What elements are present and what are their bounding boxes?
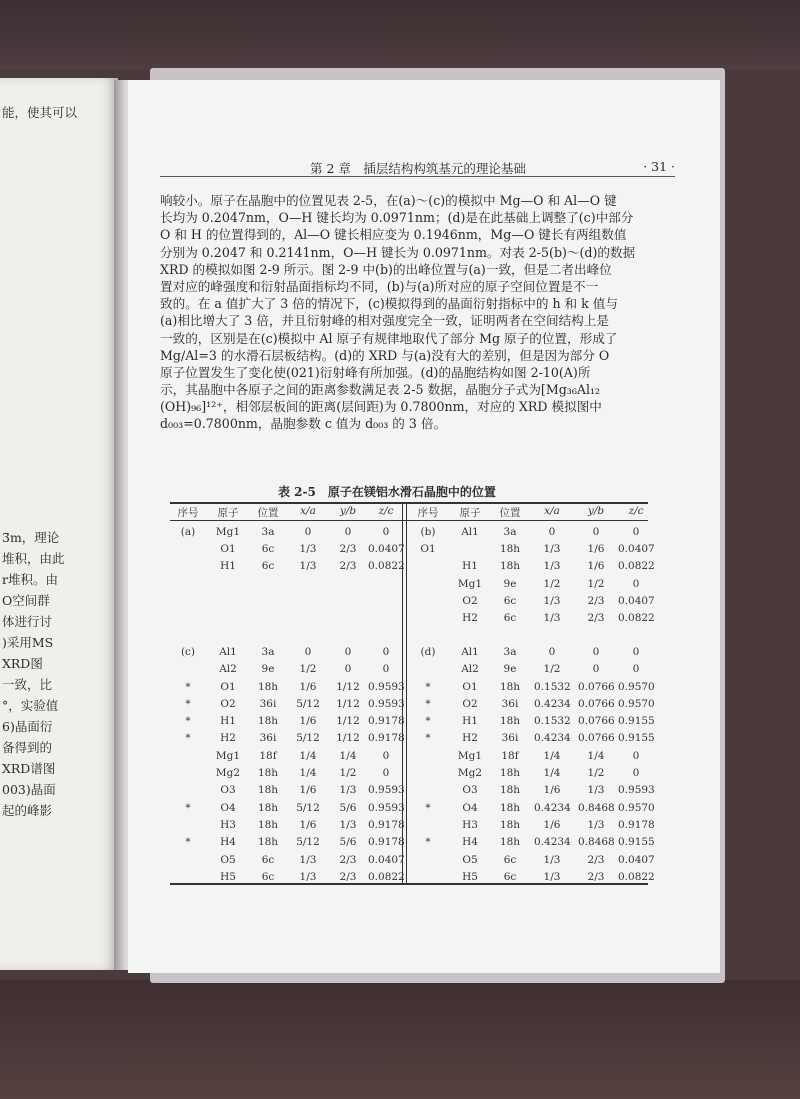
table-cell: 序号 xyxy=(417,507,439,519)
table-cell: 6c xyxy=(503,854,517,866)
table-cell: 36i xyxy=(259,732,277,744)
table-cell: 1/3 xyxy=(587,819,605,831)
table-cell: * xyxy=(425,732,431,744)
table-cell: 1/2 xyxy=(339,767,357,779)
table-cell: * xyxy=(185,802,191,814)
table-cell: 0.1532 xyxy=(534,715,571,727)
table-cell: 1/3 xyxy=(543,854,561,866)
table-cell: 1/6 xyxy=(299,819,317,831)
table-cell: 36i xyxy=(501,698,519,710)
paragraph-line: (a)相比增大了 3 倍，并且衍射峰的相对强度完全一致，证明两者在空间结构上是 xyxy=(160,313,609,329)
table-cell: Mg2 xyxy=(215,767,241,779)
paragraph-line: XRD 的模拟如图 2-9 所示。图 2-9 中(b)的出峰位置与(a)一致，但是二者出峰位 xyxy=(160,261,612,277)
table-cell: * xyxy=(425,698,431,710)
table-cell: 0.9593 xyxy=(368,698,405,710)
table-cell: 6c xyxy=(261,854,275,866)
table-cell: 5/12 xyxy=(296,802,320,814)
table-cell: O1 xyxy=(220,681,236,693)
paragraph-line: 分别为 0.2047 和 0.2141nm，O—H 键长为 0.0971nm。对表 2-5(b)～(d)的数据 xyxy=(160,244,636,260)
table-cell: O2 xyxy=(462,698,478,710)
table-cell: Al1 xyxy=(219,646,237,658)
table-cell: H2 xyxy=(462,732,478,744)
table-cell: 0 xyxy=(382,663,390,675)
table-header-rule xyxy=(170,520,648,521)
table-cell: * xyxy=(185,732,191,744)
table-cell: 1/2 xyxy=(587,578,605,590)
table-cell: 18h xyxy=(257,836,279,848)
table-cell: 9e xyxy=(503,663,517,675)
table-cell: 1/4 xyxy=(587,750,605,762)
atom-position-table xyxy=(170,502,655,885)
left-page-text-fragment: 体进行讨 xyxy=(2,614,53,629)
paragraph-line: 置对应的峰强度和衍射晶面指标均不同，(b)与(a)所对应的原子空间位置是不一 xyxy=(160,278,599,294)
table-cell: 3a xyxy=(503,646,517,658)
table-cell: 18h xyxy=(257,819,279,831)
table-cell: 36i xyxy=(259,698,277,710)
table-cell: H5 xyxy=(220,871,236,883)
table-cell: 0.0822 xyxy=(618,612,655,624)
table-cell: 0.9178 xyxy=(368,732,405,744)
body-paragraph xyxy=(160,192,680,433)
table-cell: 0.0822 xyxy=(618,871,655,883)
table-caption: 表 2-5 原子在镁铝水滑石晶胞中的位置 xyxy=(278,485,496,499)
table-cell: 1/6 xyxy=(299,784,317,796)
table-cell: H1 xyxy=(462,715,478,727)
table-cell: Al2 xyxy=(219,663,237,675)
table-cell: * xyxy=(185,836,191,848)
table-header-cell: z/c xyxy=(628,505,644,517)
left-page-text-fragment: 堆积，由此 xyxy=(2,551,65,566)
table-cell: 1/6 xyxy=(543,819,561,831)
table-cell: 0 xyxy=(344,646,352,658)
table-cell: 0.9155 xyxy=(618,836,655,848)
table-cell: H1 xyxy=(220,560,236,572)
table-cell: 0.0822 xyxy=(618,560,655,572)
table-bottom-rule xyxy=(170,883,648,885)
table-cell: 0 xyxy=(304,526,312,538)
table-cell: 1/6 xyxy=(543,784,561,796)
table-cell: 1/3 xyxy=(339,784,357,796)
table-cell: 0.9178 xyxy=(368,715,405,727)
table-cell: (a) xyxy=(180,526,196,538)
table-cell: H1 xyxy=(220,715,236,727)
left-page-text-fragment: XRD谱图 xyxy=(2,761,56,776)
paragraph-line: 一致的，区别是在(c)模拟中 Al 原子有规律地取代了部分 Mg 原子的位置，形成了 xyxy=(160,330,618,346)
table-cell: 0.0407 xyxy=(368,543,405,555)
table-cell: 9e xyxy=(503,578,517,590)
table-cell: 0.9178 xyxy=(618,819,655,831)
table-cell: 1/12 xyxy=(336,698,360,710)
table-cell: 0.0766 xyxy=(578,715,615,727)
table-cell: 0.4234 xyxy=(534,802,571,814)
table-cell: 1/3 xyxy=(587,784,605,796)
table-cell: * xyxy=(185,698,191,710)
table-cell: 0.0766 xyxy=(578,732,615,744)
table-cell: 0.9178 xyxy=(368,819,405,831)
table-cell: 0.0766 xyxy=(578,681,615,693)
left-page-text-fragment: XRD图 xyxy=(2,656,43,671)
table-cell: 18h xyxy=(499,543,521,555)
table-cell: 0.0407 xyxy=(618,854,655,866)
table-cell: H2 xyxy=(462,612,478,624)
table-cell: 18h xyxy=(257,767,279,779)
table-cell: 6c xyxy=(261,560,275,572)
table-cell: 0.9155 xyxy=(618,732,655,744)
table-cell: H3 xyxy=(462,819,478,831)
table-cell: 0 xyxy=(592,646,600,658)
table-cell: O5 xyxy=(462,854,478,866)
table-cell: 3a xyxy=(503,526,517,538)
table-cell: Mg1 xyxy=(457,578,483,590)
table-cell: O2 xyxy=(220,698,236,710)
paragraph-line: (OH)₉₆]¹²⁺，相邻层板间的距离(层间距)为 0.7800nm，对应的 XRD 模拟图中 xyxy=(160,399,602,415)
table-cell: Mg1 xyxy=(215,526,241,538)
table-cell: O5 xyxy=(220,854,236,866)
table-cell: 0.9155 xyxy=(618,715,655,727)
table-cell: H4 xyxy=(220,836,236,848)
table-cell: 3a xyxy=(261,526,275,538)
table-cell: * xyxy=(425,802,431,814)
table-cell: 0 xyxy=(382,646,390,658)
table-cell: 0.4234 xyxy=(534,836,571,848)
table-header-cell: x/a xyxy=(300,505,316,517)
table-cell: 1/3 xyxy=(339,819,357,831)
table-cell: 0.0407 xyxy=(618,595,655,607)
table-cell: 2/3 xyxy=(339,854,357,866)
table-cell: O4 xyxy=(462,802,478,814)
table-cell: 序号 xyxy=(177,507,199,519)
left-page-text-fragment: r堆积。由 xyxy=(2,572,58,587)
table-cell: 6c xyxy=(503,871,517,883)
table-cell: * xyxy=(425,715,431,727)
table-cell: (b) xyxy=(420,526,436,538)
table-cell: 1/3 xyxy=(543,612,561,624)
page-number: · 31 · xyxy=(643,159,675,174)
table-cell: H3 xyxy=(220,819,236,831)
table-cell: 0 xyxy=(548,526,556,538)
table-cell: 0 xyxy=(382,767,390,779)
table-header-cell: y/b xyxy=(587,505,605,517)
table-cell: 0 xyxy=(632,526,640,538)
table-cell: 0.9570 xyxy=(618,681,655,693)
table-cell: 2/3 xyxy=(339,560,357,572)
table-cell: * xyxy=(425,836,431,848)
table-cell: 原子 xyxy=(217,507,239,519)
table-cell: 1/4 xyxy=(543,750,561,762)
left-page-text-fragment: 一致，比 xyxy=(2,677,53,692)
table-cell: 18h xyxy=(499,802,521,814)
table-cell: 5/12 xyxy=(296,836,320,848)
table-cell: 0.0822 xyxy=(368,871,405,883)
table-cell: 2/3 xyxy=(587,854,605,866)
table-cell: 6c xyxy=(503,612,517,624)
table-cell: 0.1532 xyxy=(534,681,571,693)
table-cell: O3 xyxy=(462,784,478,796)
table-cell: 18h xyxy=(499,715,521,727)
table-cell: 1/12 xyxy=(336,732,360,744)
left-page-text-fragment: )采用MS xyxy=(2,635,54,650)
table-cell: 位置 xyxy=(499,507,521,519)
table-cell: 18h xyxy=(499,560,521,572)
table-cell: 1/3 xyxy=(543,543,561,555)
table-cell: 1/4 xyxy=(339,750,357,762)
table-cell: 6c xyxy=(503,595,517,607)
table-cell: O2 xyxy=(462,595,478,607)
table-cell: 2/3 xyxy=(339,543,357,555)
table-cell: O3 xyxy=(220,784,236,796)
left-page-text-fragment: 备得到的 xyxy=(2,740,53,755)
chapter-title: 第 2 章 插层结构构筑基元的理论基础 xyxy=(310,161,526,176)
table-cell: 0.9593 xyxy=(368,784,405,796)
left-page-text-fragment: 能，使其可以 xyxy=(2,105,78,120)
table-cell: (c) xyxy=(180,646,196,658)
table-cell: 5/6 xyxy=(339,802,357,814)
table-cell: 3a xyxy=(261,646,275,658)
left-page-text-fragment: 3̄m，理论 xyxy=(2,530,60,545)
table-cell: 0 xyxy=(344,526,352,538)
table-cell: Al1 xyxy=(461,646,479,658)
table-header-cell: z/c xyxy=(378,505,394,517)
table-cell: 0.0407 xyxy=(368,854,405,866)
table-cell: 18h xyxy=(257,802,279,814)
table-cell: 0 xyxy=(592,663,600,675)
left-page-text-fragment: 起的峰影 xyxy=(2,803,53,818)
table-cell: O1 xyxy=(462,681,478,693)
table-cell: 1/4 xyxy=(299,750,317,762)
table-cell: 1/2 xyxy=(543,663,561,675)
table-cell: O1 xyxy=(220,543,236,555)
table-cell: Mg2 xyxy=(457,767,483,779)
table-cell: 0.8468 xyxy=(578,802,615,814)
table-cell: 1/12 xyxy=(336,681,360,693)
left-page-text-fragment: °，实验值 xyxy=(2,698,59,713)
table-cell: 1/2 xyxy=(299,663,317,675)
table-top-rule xyxy=(170,502,648,504)
table-cell: 2/3 xyxy=(587,595,605,607)
paragraph-line: 长均为 0.2047nm，O—H 键长均为 0.0971nm；(d)是在此基础上调整了(c)中部分 xyxy=(160,210,634,226)
table-cell: Al1 xyxy=(461,526,479,538)
table-cell: 36i xyxy=(501,732,519,744)
table-header-cell: x/a xyxy=(544,505,560,517)
table-cell: 5/12 xyxy=(296,732,320,744)
table-cell: 1/12 xyxy=(336,715,360,727)
table-cell: 0.9593 xyxy=(368,681,405,693)
paragraph-line: 响较小。原子在晶胞中的位置见表 2-5，在(a)～(c)的模拟中 Mg—O 和 Al—O 键 xyxy=(160,193,617,208)
table-cell: 0.0766 xyxy=(578,698,615,710)
table-cell: 5/6 xyxy=(339,836,357,848)
table-cell: 0.4234 xyxy=(534,698,571,710)
table-cell: 18h xyxy=(499,784,521,796)
table-cell: 1/3 xyxy=(299,871,317,883)
table-cell: 1/6 xyxy=(587,543,605,555)
table-cell: 0.9593 xyxy=(368,802,405,814)
table-cell: 18h xyxy=(257,715,279,727)
table-cell: 18h xyxy=(257,681,279,693)
table-cell: 18f xyxy=(259,750,277,762)
table-cell: 18f xyxy=(501,750,519,762)
table-cell: H1 xyxy=(462,560,478,572)
table-cell: Al2 xyxy=(461,663,479,675)
table-cell: 1/6 xyxy=(299,681,317,693)
table-cell: 0 xyxy=(344,663,352,675)
table-cell: O4 xyxy=(220,802,236,814)
table-cell: 1/3 xyxy=(543,560,561,572)
table-cell: (d) xyxy=(420,646,436,658)
left-page-text-fragment: 6)晶面衍 xyxy=(2,719,53,734)
table-cell: 1/3 xyxy=(543,595,561,607)
table-cell: 0 xyxy=(632,646,640,658)
table-cell: 0.8468 xyxy=(578,836,615,848)
table-cell: 18h xyxy=(499,836,521,848)
table-cell: 0.0822 xyxy=(368,560,405,572)
table-cell: 1/3 xyxy=(299,560,317,572)
table-cell: 2/3 xyxy=(587,871,605,883)
table-cell: Mg1 xyxy=(215,750,241,762)
table-cell: 0 xyxy=(632,750,640,762)
paragraph-line: d₀₀₃=0.7800nm，晶胞参数 c 值为 d₀₀₃ 的 3 倍。 xyxy=(160,416,447,432)
table-cell: 0 xyxy=(382,526,390,538)
table-cell: * xyxy=(425,681,431,693)
table-cell: 6c xyxy=(261,543,275,555)
table-cell: 1/6 xyxy=(587,560,605,572)
table-cell: * xyxy=(185,715,191,727)
table-cell: 0.4234 xyxy=(534,732,571,744)
right-page xyxy=(128,80,720,973)
paragraph-line: O 和 H 的位置得到的，Al—O 键长相应变为 0.1946nm，Mg—O 键长有两组数值 xyxy=(160,227,627,243)
running-header xyxy=(160,156,675,177)
table-cell: 0 xyxy=(548,646,556,658)
left-page xyxy=(0,78,118,970)
table-cell: 1/2 xyxy=(543,578,561,590)
table-cell: 5/12 xyxy=(296,698,320,710)
paragraph-line: 原子位置发生了变化使(021)衍射峰有所加强。(d)的晶胞结构如图 2-10(A)所 xyxy=(160,364,591,380)
background-bottom xyxy=(0,980,800,1099)
table-cell: * xyxy=(185,681,191,693)
table-cell: 0.9570 xyxy=(618,698,655,710)
table-cell: 0 xyxy=(632,578,640,590)
table-cell: 0 xyxy=(304,646,312,658)
table-cell: 18h xyxy=(257,784,279,796)
table-cell: 1/4 xyxy=(299,767,317,779)
table-cell: 1/2 xyxy=(587,767,605,779)
paragraph-line: 致的。在 a 值扩大了 3 倍的情况下，(c)模拟得到的晶面衍射指标中的 h 和 k 值与 xyxy=(160,296,618,312)
table-cell: 6c xyxy=(261,871,275,883)
left-page-text-fragment: 003)晶面 xyxy=(2,782,56,797)
paragraph-line: Mg/Al=3 的水滑石层板结构。(d)的 XRD 与(a)没有大的差别，但是因为部分 O xyxy=(160,347,610,363)
table-cell: H2 xyxy=(220,732,236,744)
table-cell: 2/3 xyxy=(339,871,357,883)
table-cell: 1/3 xyxy=(543,871,561,883)
table-cell: 1/3 xyxy=(299,854,317,866)
background-top xyxy=(0,0,800,70)
table-cell: H4 xyxy=(462,836,478,848)
table-cell: 0 xyxy=(382,750,390,762)
table-cell: 0 xyxy=(592,526,600,538)
table-cell: 0 xyxy=(632,767,640,779)
table-cell: 0.9178 xyxy=(368,836,405,848)
table-cell: 1/3 xyxy=(299,543,317,555)
table-cell: 9e xyxy=(261,663,275,675)
table-cell: 2/3 xyxy=(587,612,605,624)
table-cell: 0.9593 xyxy=(618,784,655,796)
table-cell: Mg1 xyxy=(457,750,483,762)
table-cell: 0.0407 xyxy=(618,543,655,555)
table-cell: O1 xyxy=(420,543,436,555)
table-cell: 位置 xyxy=(257,507,279,519)
table-cell: 18h xyxy=(499,819,521,831)
table-cell: 18h xyxy=(499,681,521,693)
table-cell: 原子 xyxy=(459,507,481,519)
table-cell: 0 xyxy=(632,663,640,675)
table-cell: H5 xyxy=(462,871,478,883)
table-cell: 0.9570 xyxy=(618,802,655,814)
table-cell: 1/6 xyxy=(299,715,317,727)
paragraph-line: 示，其晶胞中各原子之间的距离参数满足表 2-5 数据，晶胞分子式为[Mg₃₆Al₁₂ xyxy=(160,382,601,398)
left-page-text-fragment: O空间群 xyxy=(2,593,50,608)
table-cell: 18h xyxy=(499,767,521,779)
table-cell: 1/4 xyxy=(543,767,561,779)
table-header-cell: y/b xyxy=(339,505,357,517)
